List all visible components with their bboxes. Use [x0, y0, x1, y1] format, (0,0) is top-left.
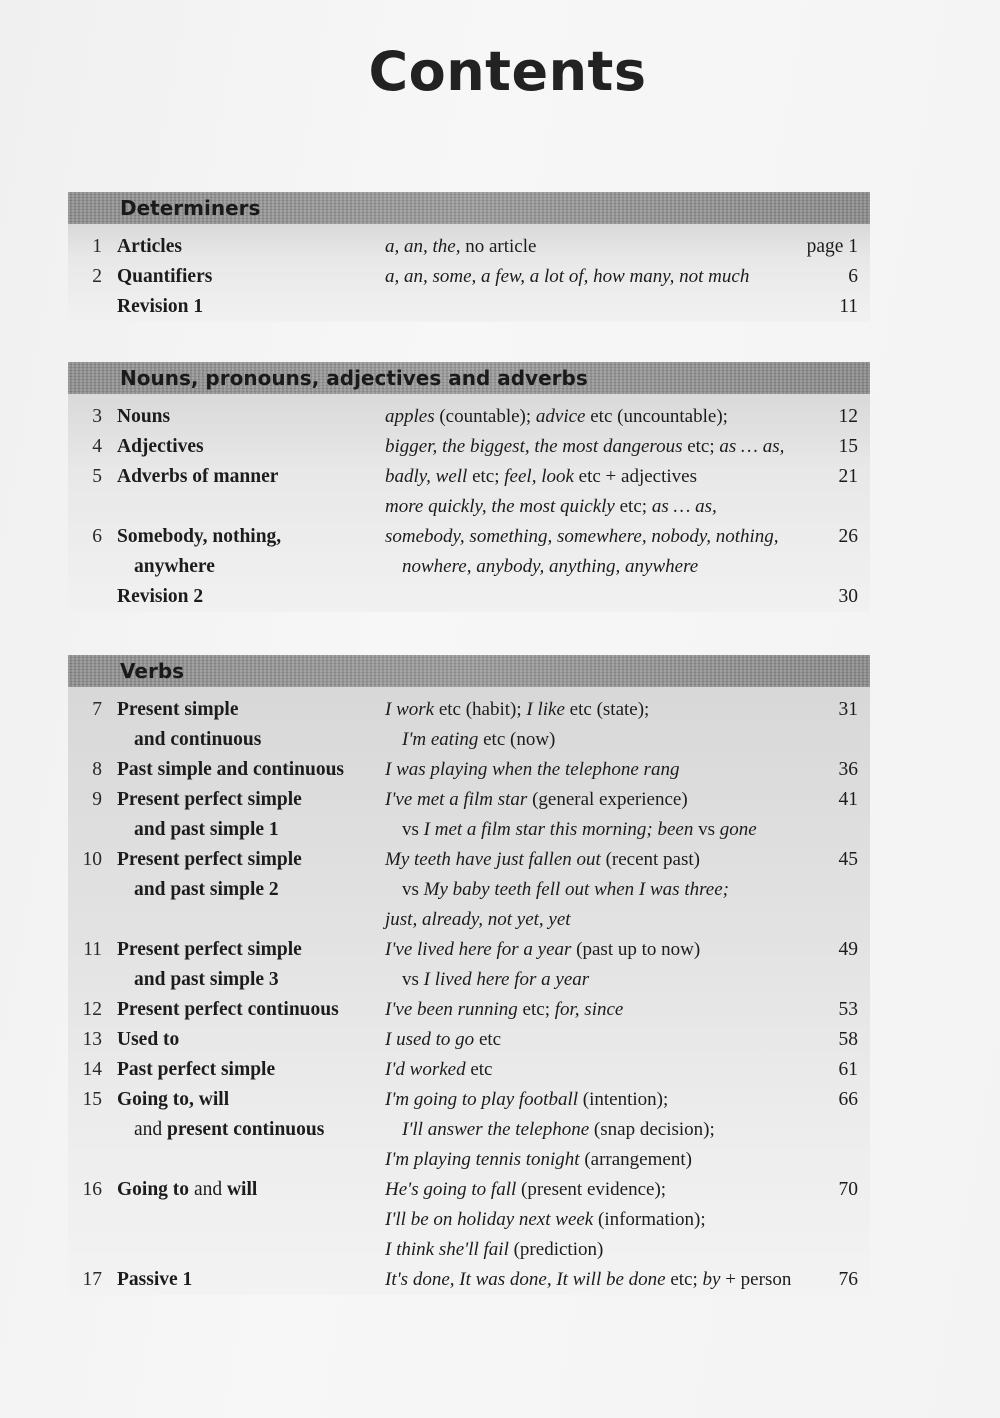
example-text: I'll be on holiday next week — [385, 1209, 594, 1230]
unit-number: 8 — [92, 759, 102, 780]
description-text: (intention); — [578, 1089, 669, 1110]
unit-topic: Present simple — [117, 699, 239, 720]
contents-entry — [68, 232, 870, 262]
example-text: I'm eating — [402, 729, 479, 750]
unit-description — [379, 695, 798, 725]
unit-description — [396, 875, 798, 905]
contents-entry-continuation — [68, 1235, 870, 1265]
description-text: (recent past) — [600, 849, 700, 870]
contents-entry-continuation — [68, 292, 870, 322]
unit-topic — [102, 1235, 379, 1265]
unit-description — [379, 432, 798, 462]
unit-number: 14 — [82, 1059, 102, 1080]
example-text: I lived here for a year — [423, 969, 590, 990]
unit-description — [379, 935, 798, 965]
example-text: gone — [719, 819, 757, 840]
unit-number: 10 — [82, 849, 102, 870]
unit-topic: Past perfect simple — [117, 1059, 276, 1080]
unit-number: 7 — [92, 699, 102, 720]
example-text: for, since — [554, 999, 624, 1020]
section-rows — [68, 687, 870, 1295]
unit-number — [68, 582, 102, 612]
example-text: I'll answer the telephone — [402, 1119, 590, 1140]
example-text: more quickly, the most quickly — [385, 496, 615, 517]
example-text: feel, look — [504, 466, 574, 487]
example-text: I've been running — [385, 999, 518, 1020]
contents-entry — [68, 1265, 870, 1295]
unit-number: 1 — [92, 236, 102, 257]
unit-description — [379, 232, 798, 262]
page-number: 49 — [838, 939, 858, 960]
page-number — [798, 965, 870, 995]
description-text: etc; — [682, 436, 720, 457]
description-text: etc (now) — [478, 729, 556, 750]
example-text: I like — [526, 699, 565, 720]
example-text: a, an, some, a few, a lot of, how many, not much — [385, 266, 750, 287]
contents-entry — [68, 785, 870, 815]
topic-segment: will — [226, 1179, 258, 1200]
unit-description — [379, 905, 798, 935]
example-text: I've lived here for a year — [385, 939, 572, 960]
example-text: a, an, the, — [385, 236, 461, 257]
page-number: 41 — [838, 789, 858, 810]
unit-description — [379, 582, 798, 612]
contents-entry — [68, 262, 870, 292]
description-text: + person — [720, 1269, 792, 1290]
contents-entry-continuation — [68, 492, 870, 522]
unit-number — [68, 875, 102, 905]
unit-description — [396, 1115, 798, 1145]
description-text: (general experience) — [527, 789, 688, 810]
page-number — [798, 1205, 870, 1235]
unit-topic: and past simple 2 — [134, 879, 279, 900]
description-text: etc + adjectives — [573, 466, 697, 487]
description-text: (arrangement) — [579, 1149, 692, 1170]
description-text: etc — [474, 1029, 502, 1050]
unit-number — [68, 292, 102, 322]
unit-description — [396, 552, 798, 582]
unit-number: 4 — [92, 436, 102, 457]
contents-entry — [68, 935, 870, 965]
page-number: 45 — [838, 849, 858, 870]
unit-description — [379, 1055, 798, 1085]
example-text: I'd worked — [385, 1059, 466, 1080]
unit-number — [68, 905, 102, 935]
contents-entry — [68, 402, 870, 432]
example-text: My baby teeth fell out when I was three; — [423, 879, 729, 900]
contents-entry-continuation — [68, 815, 870, 845]
unit-number: 6 — [92, 526, 102, 547]
unit-number: 15 — [82, 1089, 102, 1110]
unit-description — [379, 1025, 798, 1055]
unit-description — [379, 402, 798, 432]
contents-entry-continuation — [68, 1115, 870, 1145]
description-text: vs — [402, 969, 424, 990]
example-text: I met a film star this morning; been — [423, 819, 694, 840]
description-text: vs — [402, 879, 424, 900]
page-number: 21 — [838, 466, 858, 487]
unit-topic: Nouns — [117, 406, 171, 427]
page-number: page 1 — [806, 236, 858, 257]
page-number — [798, 552, 870, 582]
description-text: (past up to now) — [571, 939, 701, 960]
example-text: He's going to fall — [385, 1179, 517, 1200]
section-determiners — [68, 192, 870, 322]
section-rows — [68, 394, 870, 612]
description-text: (prediction) — [508, 1239, 604, 1260]
unit-topic: and past simple 1 — [134, 819, 279, 840]
page-number — [798, 875, 870, 905]
description-text: (present evidence); — [516, 1179, 667, 1200]
unit-topic: Present perfect simple — [117, 939, 302, 960]
contents-entry-continuation — [68, 875, 870, 905]
page-number: 66 — [838, 1089, 858, 1110]
unit-topic: Articles — [117, 236, 182, 257]
unit-description — [379, 1085, 798, 1115]
unit-number: 11 — [83, 939, 102, 960]
example-text: bigger, the biggest, the most dangerous — [385, 436, 683, 457]
unit-number: 3 — [92, 406, 102, 427]
unit-description — [379, 292, 798, 322]
contents-entry-continuation — [68, 1205, 870, 1235]
unit-description — [379, 995, 798, 1025]
page-number: 58 — [838, 1029, 858, 1050]
description-text: etc; — [467, 466, 505, 487]
page-number — [798, 905, 870, 935]
unit-description — [379, 462, 798, 492]
unit-number: 2 — [92, 266, 102, 287]
description-text: etc — [465, 1059, 493, 1080]
unit-number — [68, 492, 102, 522]
example-text: I'm playing tennis tonight — [385, 1149, 580, 1170]
unit-topic: Past simple and continuous — [117, 759, 345, 780]
unit-number: 13 — [82, 1029, 102, 1050]
example-text: by — [702, 1269, 721, 1290]
page-number: 26 — [838, 526, 858, 547]
description-text: (countable); — [434, 406, 536, 427]
contents-entry — [68, 695, 870, 725]
page-number: 11 — [839, 296, 858, 317]
unit-topic: Adjectives — [117, 436, 204, 457]
example-text: It's done, It was done, It will be done — [385, 1269, 666, 1290]
description-text: (information); — [593, 1209, 706, 1230]
unit-description — [379, 262, 798, 292]
contents-entry — [68, 522, 870, 552]
description-text: etc (state); — [564, 699, 650, 720]
description-text: etc (habit); — [434, 699, 527, 720]
topic-segment: and — [134, 1119, 168, 1140]
unit-description — [396, 725, 798, 755]
unit-number: 17 — [82, 1269, 102, 1290]
unit-number — [68, 725, 102, 755]
topic-segment: Going to — [117, 1179, 190, 1200]
unit-topic — [102, 1115, 396, 1145]
description-text: etc; — [614, 496, 652, 517]
description-text: etc; — [665, 1269, 703, 1290]
unit-topic: Present perfect continuous — [117, 999, 339, 1020]
page-number: 76 — [838, 1269, 858, 1290]
page-number: 6 — [848, 266, 858, 287]
example-text: I used to go — [385, 1029, 475, 1050]
page-number — [798, 1145, 870, 1175]
contents-entry-continuation — [68, 552, 870, 582]
unit-number: 12 — [82, 999, 102, 1020]
unit-topic: Used to — [117, 1029, 180, 1050]
page-title: Contents — [368, 40, 647, 103]
contents-entry-continuation — [68, 905, 870, 935]
section-heading: Verbs — [68, 655, 870, 687]
contents-entry — [68, 845, 870, 875]
section-heading: Nouns, pronouns, adjectives and adverbs — [68, 362, 870, 394]
section-rows — [68, 224, 870, 322]
example-text: somebody, something, somewhere, nobody, nothing, — [385, 526, 779, 547]
unit-description — [379, 1175, 798, 1205]
page-number: 31 — [838, 699, 858, 720]
page-number: 70 — [838, 1179, 858, 1200]
example-text: badly, well — [385, 466, 468, 487]
unit-topic: Adverbs of manner — [117, 466, 279, 487]
unit-description — [379, 1235, 798, 1265]
page-number — [798, 492, 870, 522]
example-text: I think she'll fail — [385, 1239, 509, 1260]
unit-description — [379, 845, 798, 875]
example-text: nowhere, anybody, anything, anywhere — [402, 556, 699, 577]
example-text: I'm going to play football — [385, 1089, 578, 1110]
description-text: etc (uncountable); — [585, 406, 728, 427]
unit-number — [68, 1205, 102, 1235]
unit-description — [379, 755, 798, 785]
contents-entry — [68, 462, 870, 492]
contents-entry — [68, 1175, 870, 1205]
unit-number — [68, 1115, 102, 1145]
page-number — [798, 1115, 870, 1145]
description-text: no article — [460, 236, 537, 257]
unit-number — [68, 965, 102, 995]
section-verbs — [68, 655, 870, 1295]
example-text: advice — [535, 406, 586, 427]
unit-description — [379, 1145, 798, 1175]
unit-topic: Revision 1 — [117, 296, 204, 317]
page-number: 30 — [838, 586, 858, 607]
unit-number: 16 — [82, 1179, 102, 1200]
contents-entry-continuation — [68, 965, 870, 995]
unit-description — [396, 815, 798, 845]
unit-topic — [102, 492, 379, 522]
contents-entry-continuation — [68, 582, 870, 612]
example-text: apples — [385, 406, 435, 427]
description-text: vs — [402, 819, 424, 840]
contents-entry — [68, 755, 870, 785]
unit-topic: Somebody, nothing, — [117, 526, 282, 547]
contents-entry — [68, 432, 870, 462]
unit-topic: Present perfect simple — [117, 789, 302, 810]
unit-topic — [102, 1145, 379, 1175]
contents-entry — [68, 1025, 870, 1055]
page-number — [798, 725, 870, 755]
unit-number — [68, 552, 102, 582]
example-text: just, already, not yet, yet — [385, 909, 571, 930]
contents-entry — [68, 995, 870, 1025]
description-text: vs — [693, 819, 720, 840]
unit-topic — [102, 1175, 379, 1205]
example-text: as … as, — [719, 436, 785, 457]
section-nouns-pronouns-adjectives-adverbs — [68, 362, 870, 612]
unit-topic: and past simple 3 — [134, 969, 279, 990]
unit-number — [68, 1235, 102, 1265]
unit-description — [379, 785, 798, 815]
page-number: 61 — [838, 1059, 858, 1080]
unit-number: 9 — [92, 789, 102, 810]
example-text: I was playing when the telephone rang — [385, 759, 680, 780]
description-text: etc; — [517, 999, 555, 1020]
page-number: 15 — [838, 436, 858, 457]
topic-segment: and — [189, 1179, 227, 1200]
unit-topic — [102, 1205, 379, 1235]
page-number — [798, 1235, 870, 1265]
unit-description — [379, 1205, 798, 1235]
example-text: My teeth have just fallen out — [385, 849, 601, 870]
page-number: 36 — [838, 759, 858, 780]
unit-topic: Going to, will — [117, 1089, 230, 1110]
contents-entry — [68, 1055, 870, 1085]
contents-entry-continuation — [68, 1145, 870, 1175]
unit-description — [396, 965, 798, 995]
unit-topic: Revision 2 — [117, 586, 204, 607]
contents-entry — [68, 1085, 870, 1115]
example-text: I've met a film star — [385, 789, 528, 810]
unit-number: 5 — [92, 466, 102, 487]
page-number: 12 — [838, 406, 858, 427]
contents-entry-continuation — [68, 725, 870, 755]
page-number: 53 — [838, 999, 858, 1020]
unit-number — [68, 1145, 102, 1175]
unit-description — [379, 522, 798, 552]
example-text: as … as, — [651, 496, 717, 517]
unit-description — [379, 492, 798, 522]
description-text: (snap decision); — [589, 1119, 715, 1140]
unit-topic: Passive 1 — [117, 1269, 193, 1290]
unit-topic — [102, 905, 379, 935]
unit-topic: Quantifiers — [117, 266, 213, 287]
unit-topic: and continuous — [134, 729, 262, 750]
unit-description — [379, 1265, 798, 1295]
unit-topic: anywhere — [134, 556, 215, 577]
page-number — [798, 815, 870, 845]
unit-topic: Present perfect simple — [117, 849, 302, 870]
unit-number — [68, 815, 102, 845]
example-text: I work — [385, 699, 435, 720]
topic-segment: present continuous — [167, 1119, 325, 1140]
section-heading: Determiners — [68, 192, 870, 224]
